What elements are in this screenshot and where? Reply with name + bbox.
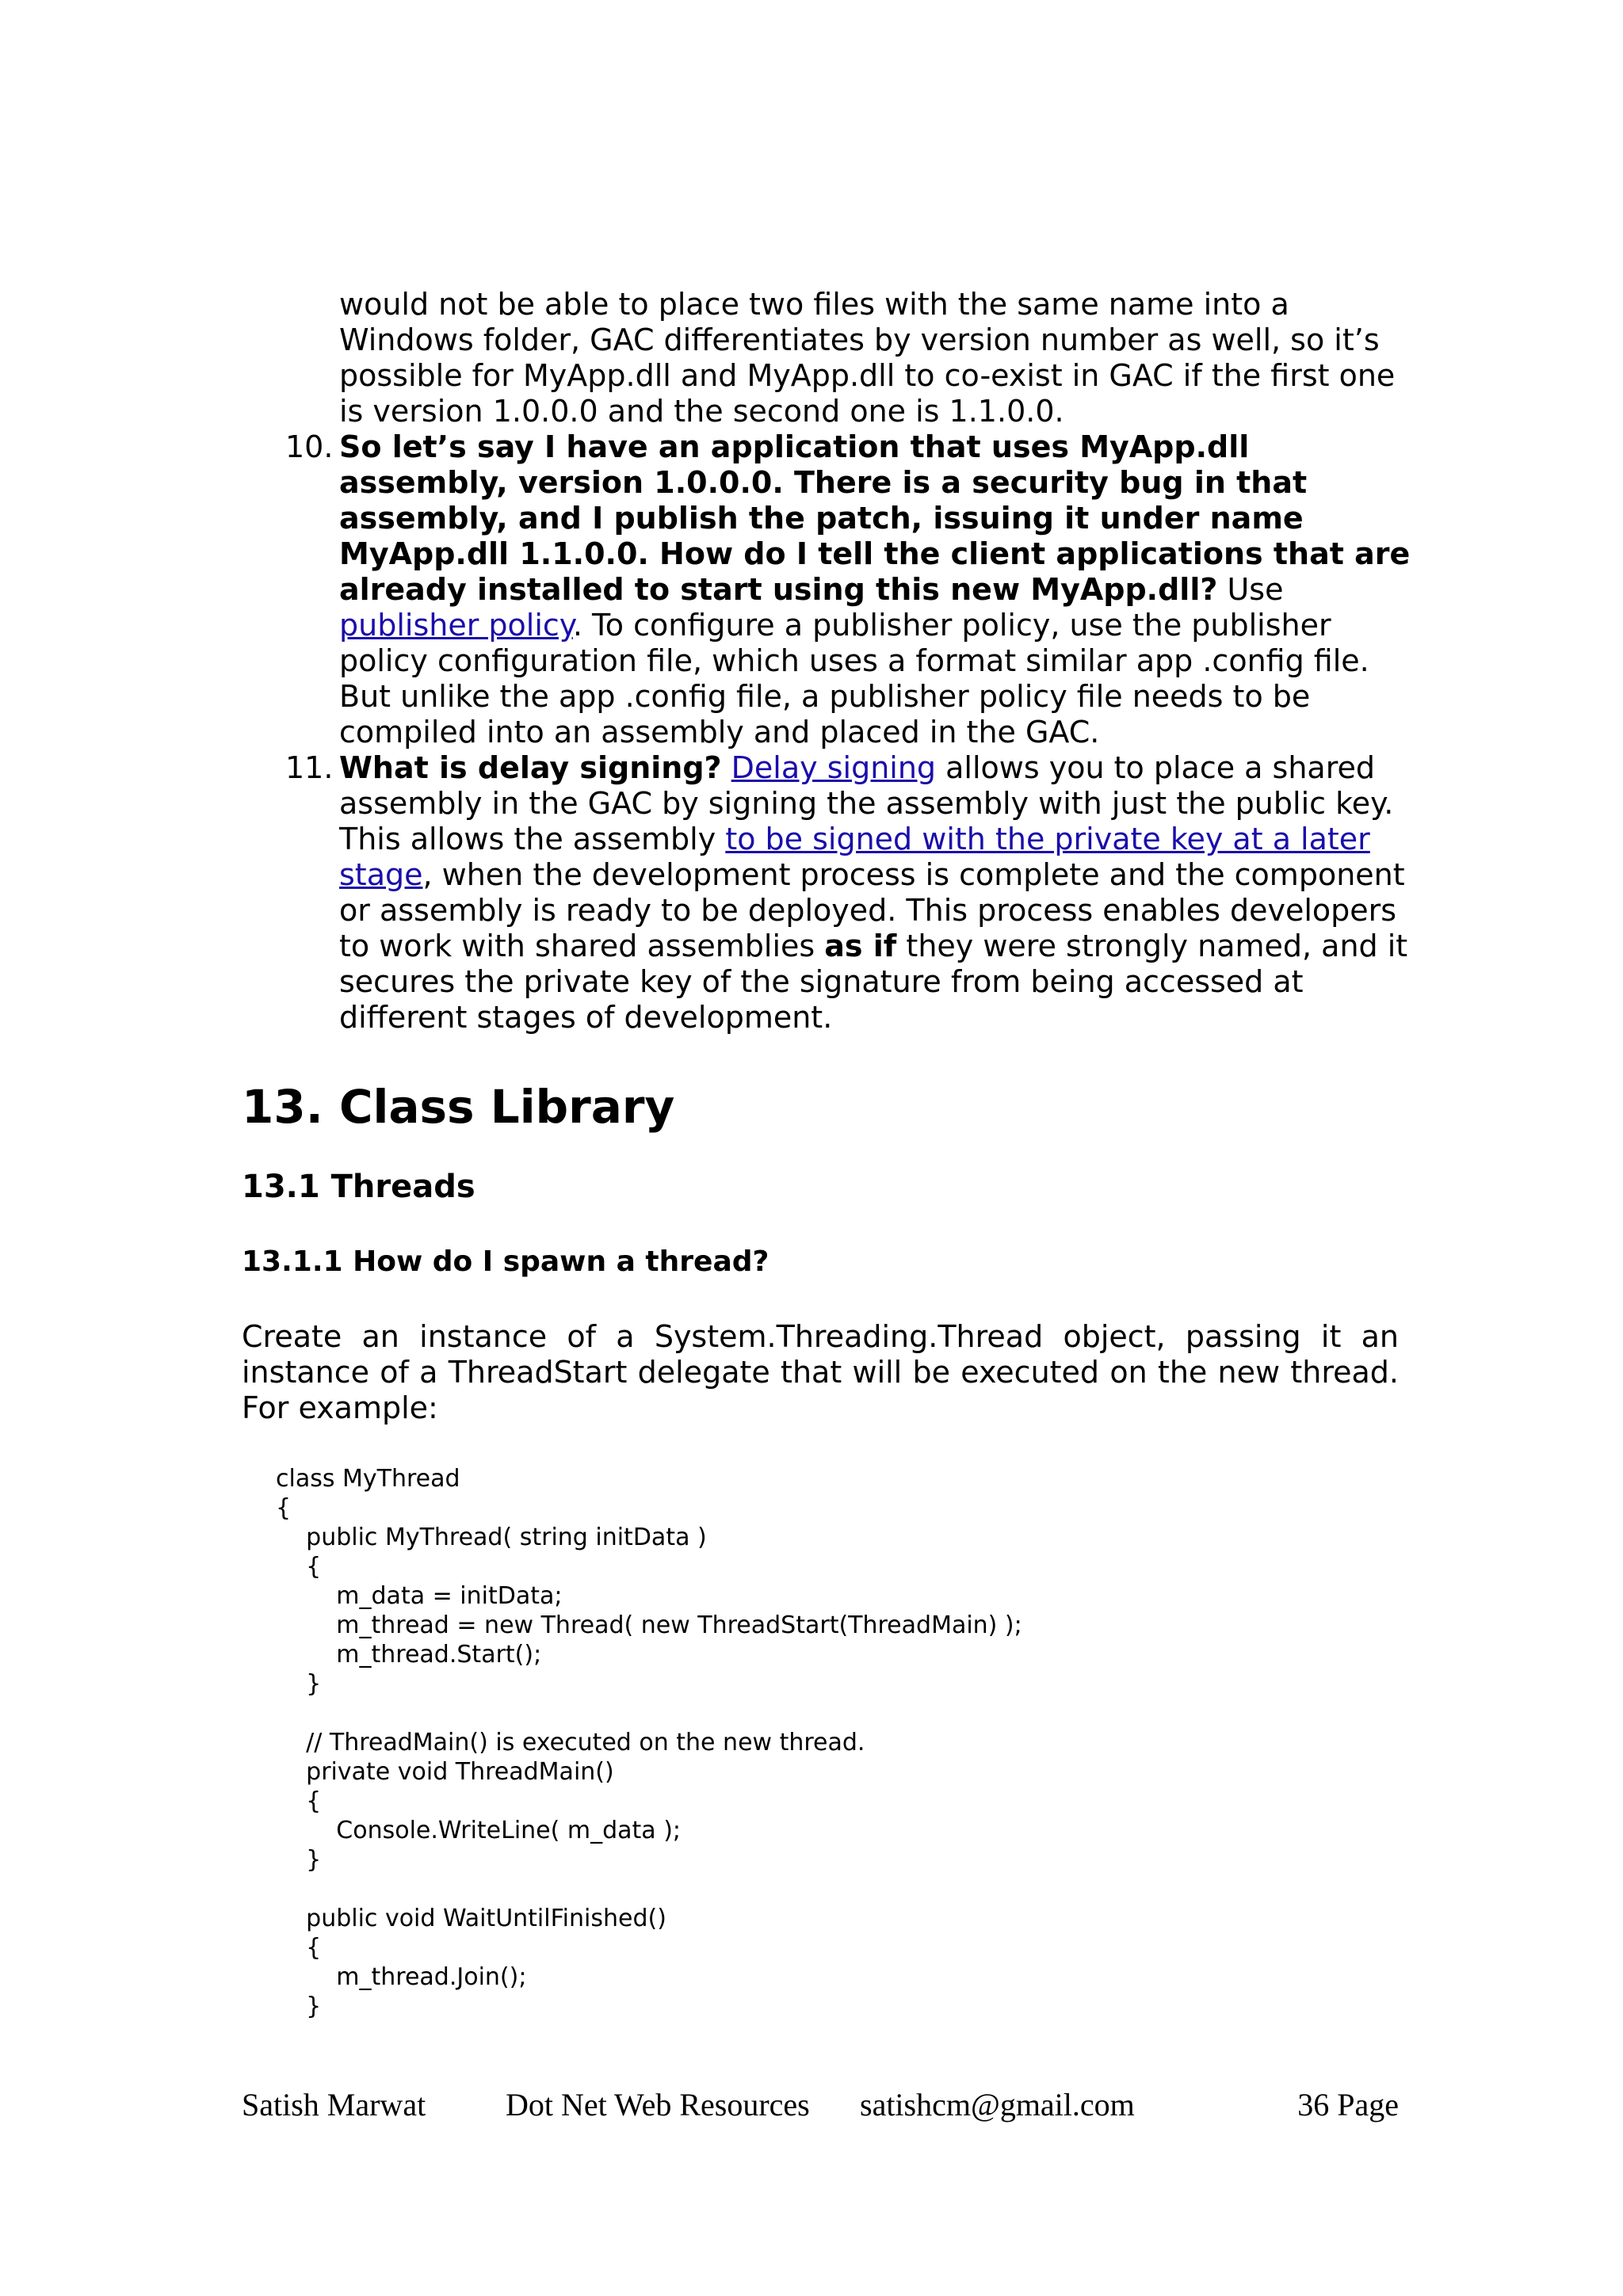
code-line: public void WaitUntilFinished() [276, 1905, 666, 1932]
emphasis-text: as if [824, 929, 897, 963]
code-line: { [276, 1787, 322, 1815]
code-line: { [276, 1553, 322, 1581]
item-text [339, 750, 1411, 1035]
code-line: } [276, 1993, 322, 2020]
item-text: would not be able to place two files with the same name into a Windows folder, GAC differentiates by version number as well, so it’s possible for MyApp.dll and MyApp.dll to co-exist in GAC if the first one is version 1.0.0.0 and the second one is 1.1.0.0. [339, 287, 1396, 429]
answer-text: they were strongly named, and it secures the private key of the signature from being accessed at different stages of development. [339, 929, 1408, 1035]
question-text: What is delay signing? [339, 750, 722, 785]
delay-signing-link[interactable]: Delay signing [731, 750, 937, 785]
code-line: } [276, 1846, 322, 1874]
body-paragraph: Create an instance of a System.Threading.Thread object, passing it an instance of a ThreadStart delegate that will be executed on the new thread. For example: [242, 1319, 1399, 1425]
list-item [285, 287, 1411, 429]
code-line: m_thread.Join(); [276, 1963, 527, 1991]
code-line: } [276, 1670, 322, 1698]
footer-title: Dot Net Web Resources [506, 2087, 810, 2122]
code-line: m_thread.Start(); [276, 1641, 542, 1669]
answer-text: allows you to place a shared assembly in the GAC by signing the assembly with just the public key. This allows the assembly [339, 750, 1394, 856]
list-number: 11. [285, 750, 334, 785]
item-text [339, 429, 1411, 750]
code-line: private void ThreadMain() [276, 1758, 614, 1786]
code-block [276, 1464, 1022, 2021]
answer-text: , when the development process is complete and the component or assembly is ready to be deployed. This process enables developers to work with shared assemblies [339, 857, 1405, 963]
code-line: class MyThread [276, 1465, 460, 1493]
footer-page-number: 36 Page [1297, 2087, 1399, 2122]
code-line: // ThreadMain() is executed on the new thread. [276, 1729, 865, 1756]
code-line: { [276, 1934, 322, 1962]
code-line: m_thread = new Thread( new ThreadStart(ThreadMain) ); [276, 1611, 1022, 1639]
code-line: { [276, 1494, 292, 1522]
list-number: 10. [285, 429, 334, 464]
publisher-policy-link[interactable]: publisher policy [339, 608, 573, 643]
subsection-heading: 13.1 Threads [242, 1169, 475, 1205]
footer-email: satishcm@gmail.com [860, 2087, 1135, 2122]
footer-author: Satish Marwat [242, 2087, 426, 2122]
faq-list [285, 287, 1411, 1035]
answer-text: Use [1217, 572, 1284, 607]
page-footer [242, 2085, 1399, 2125]
code-line: Console.WriteLine( m_data ); [276, 1817, 682, 1844]
question-text: So let’s say I have an application that uses MyApp.dll assembly, version 1.0.0.0. There is a security bug in that assembly, and I publish the patch, issuing it under name MyApp.dll 1.1.0.0. How do I tell the client applications that are already installed to start using this new MyApp.dll? [339, 429, 1411, 607]
section-heading: 13. Class Library [242, 1080, 675, 1134]
answer-text: . To configure a publisher policy, use the publisher policy configuration file, which uses a format similar app .config file. But unlike the app .config file, a publisher policy file needs to be compiled into an assembly and placed in the GAC. [339, 608, 1369, 749]
code-line: m_data = initData; [276, 1582, 563, 1610]
list-item [285, 429, 1411, 750]
private-key-later-stage-link[interactable]: to be signed with the private key at a later stage [339, 822, 1370, 892]
spacer-text [722, 750, 731, 785]
list-item [285, 750, 1411, 1035]
subsubsection-heading: 13.1.1 How do I spawn a thread? [242, 1245, 769, 1278]
code-line: public MyThread( string initData ) [276, 1524, 707, 1551]
